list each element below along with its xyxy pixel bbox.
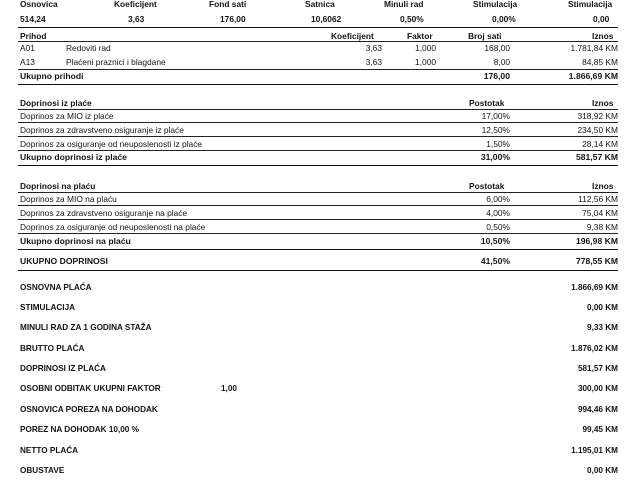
summary-header-stimulacija: Stimulacija	[568, 0, 613, 9]
contrib-row-pct: 1,50%	[486, 139, 510, 149]
summary-line-label: POREZ NA DOHODAK 10,00 %	[20, 425, 139, 434]
income-row-name: Plaćeni praznici i blagdane	[66, 57, 166, 67]
divider	[18, 84, 618, 85]
summary-value-osnovica: 514,24	[20, 14, 46, 24]
summary-line-value: 0,00 KM	[587, 303, 618, 312]
income-col-koeficijent: Koeficijent	[331, 31, 374, 41]
income-row-code: A13	[20, 57, 35, 67]
contrib-from-total-label: Ukupno doprinosi iz plaće	[20, 152, 127, 162]
income-col-broj-sati: Broj sati	[468, 31, 502, 41]
divider	[18, 150, 618, 151]
grand-total-label: UKUPNO DOPRINOSI	[20, 256, 108, 266]
summary-value-stimulacija-pct: 0,00%	[492, 14, 516, 24]
income-row-faktor: 1,000	[415, 43, 436, 53]
summary-header-satnica: Satnica	[305, 0, 335, 9]
contrib-row-pct: 4,00%	[486, 208, 510, 218]
summary-header-koeficijent: Koeficijent	[114, 0, 157, 9]
contrib-from-col-iznos: Iznos	[592, 98, 614, 108]
income-row-sati: 168,00	[484, 43, 510, 53]
contrib-on-col-iznos: Iznos	[592, 181, 614, 191]
summary-line-label: MINULI RAD ZA 1 GODINA STAŽA	[20, 323, 152, 332]
grand-total-pct: 41,50%	[480, 256, 510, 266]
contrib-row-iznos: 234,50 KM	[577, 125, 618, 135]
summary-line-value: 1.866,69 KM	[571, 283, 618, 292]
income-row-name: Redoviti rad	[66, 43, 111, 53]
income-title: Prihod	[20, 31, 47, 41]
divider	[18, 249, 618, 250]
contrib-row-pct: 12,50%	[481, 125, 510, 135]
summary-line-label: STIMULACIJA	[20, 303, 76, 312]
summary-line-value: 1.195,01 KM	[571, 446, 618, 455]
contrib-row-name: Doprinos za zdravstveno osiguranje na plaće	[20, 208, 188, 218]
contrib-row-iznos: 9,38 KM	[586, 222, 618, 232]
divider	[18, 136, 618, 137]
summary-line-label: OBUSTAVE	[20, 466, 65, 475]
summary-line-label: NETTO PLAĆA	[20, 446, 79, 455]
contrib-row-iznos: 318,92 KM	[577, 111, 618, 121]
summary-line-label: OSNOVICA POREZA NA DOHODAK	[20, 405, 158, 414]
income-total-label: Ukupno prihodi	[20, 71, 84, 81]
summary-header-osnovica: Osnovica	[20, 0, 58, 9]
contrib-row-name: Doprinos za osiguranje od neuposlenosti na plaće	[20, 222, 206, 232]
contrib-from-col-postotak: Postotak	[469, 98, 505, 108]
summary-line-label: OSOBNI ODBITAK UKUPNI FAKTOR	[20, 384, 161, 393]
divider	[18, 69, 618, 70]
contrib-on-title: Doprinosi na plaću	[20, 181, 96, 191]
contrib-from-total-pct: 31,00%	[480, 152, 510, 162]
summary-line-label: DOPRINOSI IZ PLAĆA	[20, 364, 106, 373]
contrib-row-name: Doprinos za MIO na plaću	[20, 194, 117, 204]
summary-value-fond-sati: 176,00	[220, 14, 246, 24]
contrib-row-iznos: 75,04 KM	[582, 208, 618, 218]
contrib-on-total-pct: 10,50%	[480, 236, 510, 246]
income-row-koef: 3,63	[365, 43, 382, 53]
summary-line-value: 994,46 KM	[577, 405, 618, 414]
summary-line-value: 99,45 KM	[582, 425, 618, 434]
summary-header-stimulacija-pct: Stimulacija	[473, 0, 518, 9]
summary-line-value: 0,00 KM	[587, 466, 618, 475]
contrib-row-name: Doprinos za osiguranje od neuposlenosti iz plaće	[20, 139, 203, 149]
summary-line-value: 9,33 KM	[587, 323, 618, 332]
income-total-iznos: 1.866,69 KM	[568, 71, 618, 81]
summary-header-minuli-rad: Minuli rad	[384, 0, 424, 9]
summary-header-fond-sati: Fond sati	[209, 0, 247, 9]
summary-line-label: BRUTTO PLAĆA	[20, 344, 85, 353]
summary-line-value: 300,00 KM	[577, 384, 618, 393]
divider	[18, 41, 618, 42]
contrib-on-col-postotak: Postotak	[469, 181, 505, 191]
divider	[18, 122, 618, 123]
contrib-from-total-iznos: 581,57 KM	[575, 152, 618, 162]
summary-line-label: OSNOVNA PLAĆA	[20, 283, 92, 292]
divider	[18, 109, 618, 110]
divider	[18, 165, 618, 166]
contrib-row-name: Doprinos za MIO iz plaće	[20, 111, 114, 121]
contrib-row-iznos: 112,56 KM	[578, 194, 618, 204]
summary-line-value: 581,57 KM	[577, 364, 618, 373]
divider	[18, 192, 618, 193]
summary-value-minuli-rad: 0,50%	[400, 14, 424, 24]
contrib-row-iznos: 28,14 KM	[582, 139, 618, 149]
divider	[18, 233, 618, 234]
summary-value-stimulacija: 0,00	[593, 14, 610, 24]
contrib-row-pct: 6,00%	[486, 194, 510, 204]
contrib-row-pct: 17,00%	[481, 111, 510, 121]
divider	[18, 270, 618, 271]
summary-value-koeficijent: 3,63	[128, 14, 145, 24]
summary-line-faktor: 1,00	[221, 384, 237, 393]
grand-total-iznos: 778,55 KM	[575, 256, 618, 266]
summary-line-value: 1.876,02 KM	[571, 344, 618, 353]
contrib-row-name: Doprinos za zdravstveno osiguranje iz plaće	[20, 125, 184, 135]
income-col-faktor: Faktor	[407, 31, 433, 41]
income-row-faktor: 1,000	[415, 57, 436, 67]
income-row-koef: 3,63	[365, 57, 382, 67]
contrib-from-title: Doprinosi iz plaće	[20, 98, 92, 108]
divider	[18, 219, 618, 220]
contrib-row-pct: 0,50%	[486, 222, 510, 232]
income-row-iznos: 84,85 KM	[582, 57, 618, 67]
summary-value-satnica: 10,6062	[311, 14, 342, 24]
income-row-sati: 8,00	[493, 57, 510, 67]
divider	[18, 205, 618, 206]
income-col-iznos: Iznos	[592, 31, 614, 41]
income-row-iznos: 1.781,84 KM	[570, 43, 618, 53]
contrib-on-total-iznos: 196,98 KM	[575, 236, 618, 246]
contrib-on-total-label: Ukupno doprinosi na plaću	[20, 236, 131, 246]
divider	[18, 27, 618, 28]
income-total-sati: 176,00	[483, 71, 510, 81]
income-row-code: A01	[20, 43, 35, 53]
